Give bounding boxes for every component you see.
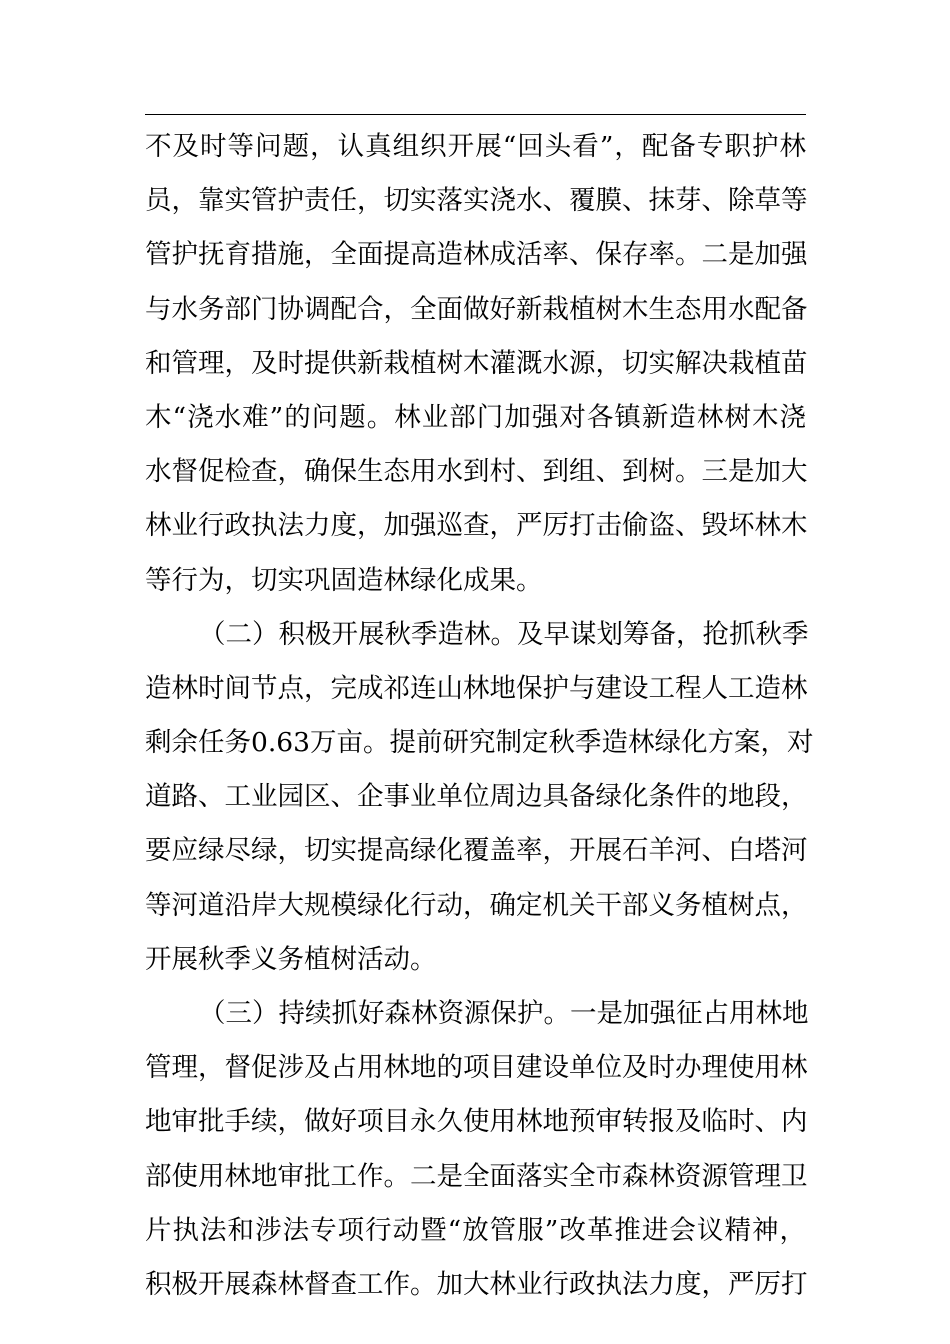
text-line: 管护抚育措施，全面提高造林成活率、保存率。二是加强: [145, 239, 808, 271]
text-line: 要应绿尽绿，切实提高绿化覆盖率，开展石羊河、白塔河: [145, 835, 808, 867]
text-line: 积极开展森林督查工作。加大林业行政执法力度，严厉打: [145, 1268, 808, 1300]
text-line: 造林时间节点，完成祁连山林地保护与建设工程人工造林: [145, 672, 808, 704]
text-line: 与水务部门协调配合，全面做好新栽植树木生态用水配备: [145, 293, 808, 325]
text-line: 片执法和涉法专项行动暨“放管服”改革推进会议精神，: [145, 1214, 806, 1246]
text-line: 和管理，及时提供新栽植树木灌溉水源，切实解决栽植苗: [145, 347, 808, 379]
text-line: 地审批手续，做好项目永久使用林地预审转报及临时、内: [145, 1106, 808, 1138]
text-line: 林业行政执法力度，加强巡查，严厉打击偷盗、毁坏林木: [145, 510, 808, 542]
text-line: 管理，督促涉及占用林地的项目建设单位及时办理使用林: [145, 1052, 808, 1084]
text-line: 剩余任务0.63万亩。提前研究制定秋季造林绿化方案，对: [145, 727, 814, 759]
text-line: 等河道沿岸大规模绿化行动，确定机关干部义务植树点，: [145, 889, 808, 921]
header-rule: [145, 114, 806, 115]
text-line: 部使用林地审批工作。二是全面落实全市森林资源管理卫: [145, 1160, 808, 1192]
text-line: 道路、工业园区、企事业单位周边具备绿化条件的地段，: [145, 781, 808, 813]
paragraph-continued: [145, 127, 806, 615]
paragraph-autumn-afforestation: [145, 615, 814, 994]
text-line: 员，靠实管护责任，切实落实浇水、覆膜、抹芽、除草等: [145, 185, 808, 217]
paragraph-forest-protection: [145, 994, 809, 1319]
section-heading-line: （二）积极开展秋季造林。及早谋划筹备，抢抓秋季: [199, 618, 809, 650]
text-line: 等行为，切实巩固造林绿化成果。: [145, 564, 543, 596]
text-line: 开展秋季义务植树活动。: [145, 943, 437, 975]
text-line: 木“浇水难”的问题。林业部门加强对各镇新造林树木浇: [145, 401, 806, 433]
text-line: 不及时等问题，认真组织开展“回头看”，配备专职护林: [145, 131, 806, 162]
document-body: [145, 127, 814, 1319]
section-heading-line: （三）持续抓好森林资源保护。一是加强征占用林地: [199, 998, 809, 1029]
text-line: 水督促检查，确保生态用水到村、到组、到树。三是加大: [145, 456, 808, 488]
